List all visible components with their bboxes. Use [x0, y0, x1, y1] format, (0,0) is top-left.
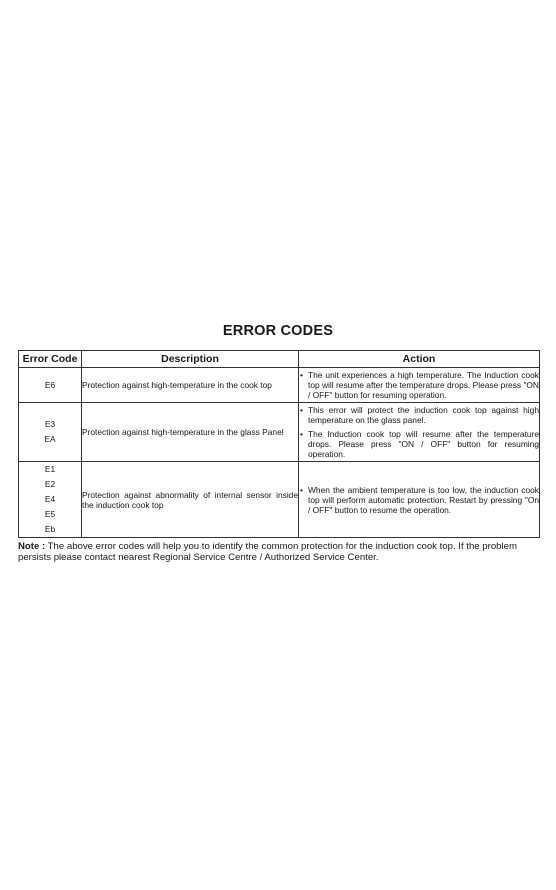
description-cell: Protection against high-temperature in the glass Panel — [82, 403, 299, 462]
error-code: E2 — [44, 479, 56, 489]
table-row — [19, 368, 540, 403]
table-header-row — [19, 351, 540, 368]
action-item: • When the ambient temperature is too low, the induction cook top will perform automatic protection. Restart by pressing "On / OFF" button to resume the operation. — [299, 485, 539, 515]
error-code: E5 — [44, 509, 56, 519]
action-item: • This error will protect the induction cook top against high temperature on the glass panel. — [299, 405, 539, 425]
action-item: • The Induction cook top will resume after the temperature drops. Please press "ON / OFF" button for resuming operation. — [299, 429, 539, 459]
error-code: EA — [44, 434, 56, 444]
header-action: Action — [299, 351, 540, 368]
error-code-cell — [19, 368, 82, 403]
action-item: • The unit experiences a high temperature. The Induction cook top will resume after the temperature drops. Please press "ON / OFF" button for resuming operation. — [299, 370, 539, 400]
note-label: Note : — [18, 541, 46, 552]
table-row — [19, 462, 540, 538]
error-code-cell — [19, 462, 82, 538]
note-text: The above error codes will help you to identify the common protection for the induction cook top. If the problem persists please contact nearest Regional Service Centre / Authorized Service Center. — [18, 541, 517, 563]
error-code: E6 — [44, 380, 56, 390]
description-cell: Protection against abnormality of internal sensor inside the induction cook top — [82, 462, 299, 538]
error-code: E3 — [44, 419, 56, 429]
action-cell — [299, 403, 540, 462]
page-title: ERROR CODES — [222, 323, 334, 339]
description-cell: Protection against high-temperature in the cook top — [82, 368, 299, 403]
error-codes-table — [18, 350, 540, 538]
table-row — [19, 403, 540, 462]
footnote — [18, 541, 542, 563]
error-code: E1 — [44, 464, 56, 474]
error-code: Eb — [44, 524, 56, 534]
error-code-cell — [19, 403, 82, 462]
action-cell — [299, 368, 540, 403]
header-description: Description — [82, 351, 299, 368]
header-error-code: Error Code — [19, 351, 82, 368]
error-code: E4 — [44, 494, 56, 504]
action-cell — [299, 462, 540, 538]
